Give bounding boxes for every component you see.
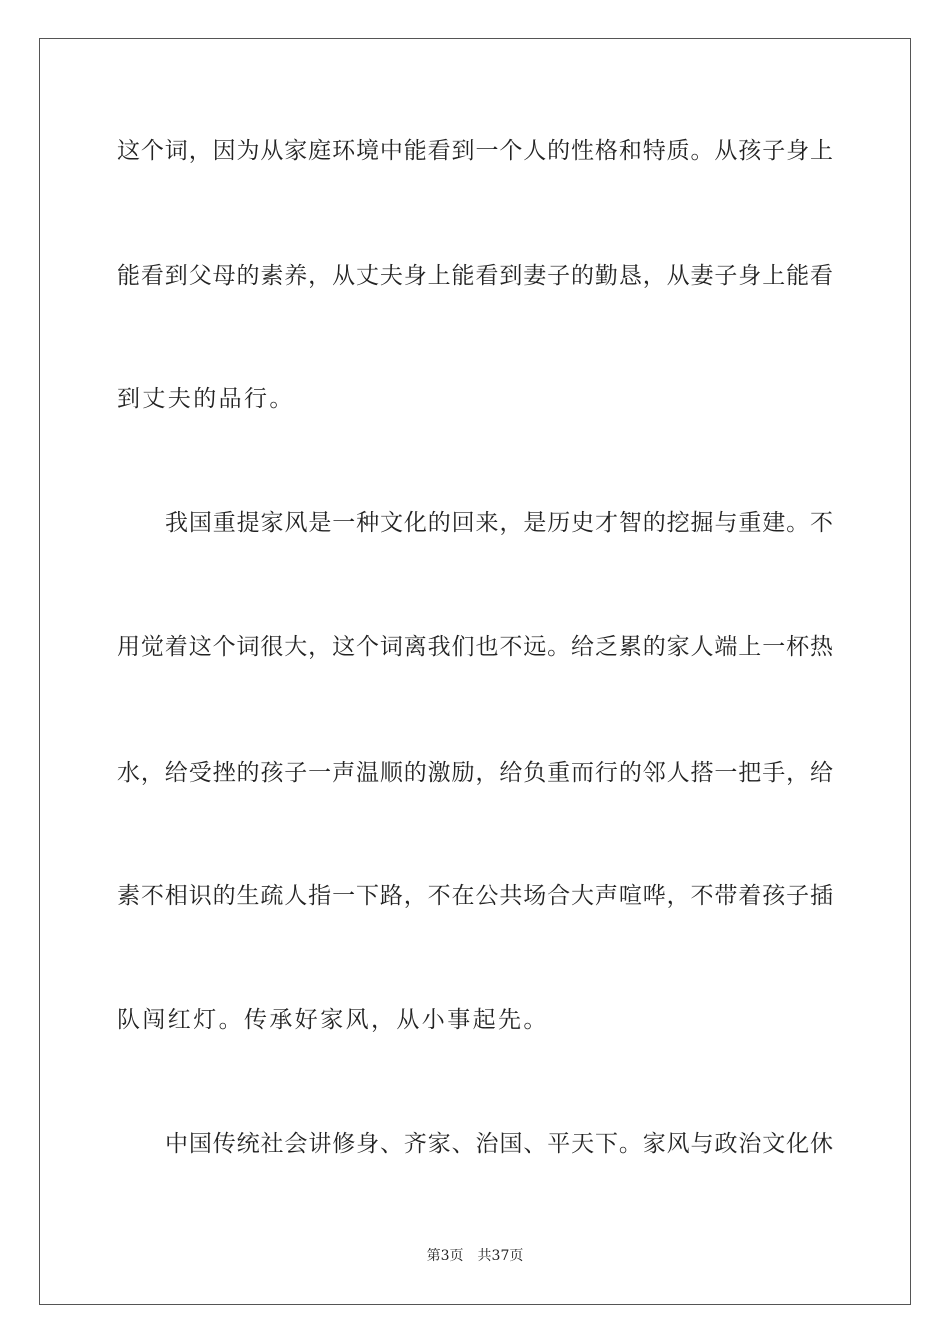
paragraph-line: 用觉着这个词很大，这个词离我们也不远。给乏累的家人端上一杯热 — [117, 634, 833, 660]
page-border — [39, 38, 911, 1305]
page-footer — [0, 1247, 950, 1265]
paragraph-line: 中国传统社会讲修身、齐家、治国、平天下。家风与政治文化休 — [165, 1131, 833, 1157]
paragraph-line: 到丈夫的品行。 — [117, 386, 295, 412]
paragraph-line: 能看到父母的素养，从丈夫身上能看到妻子的勤恳，从妻子身上能看 — [117, 263, 833, 289]
paragraph-line: 我国重提家风是一种文化的回来，是历史才智的挖掘与重建。不 — [165, 510, 833, 536]
paragraph-line: 这个词，因为从家庭环境中能看到一个人的性格和特质。从孩子身上 — [117, 138, 833, 164]
paragraph-line: 素不相识的生疏人指一下路，不在公共场合大声喧哗，不带着孩子插 — [117, 883, 833, 909]
paragraph-line: 水，给受挫的孩子一声温顺的激励，给负重而行的邻人搭一把手，给 — [117, 760, 833, 786]
page-number: 第3页 — [426, 1248, 464, 1264]
paragraph-line: 队闯红灯。传承好家风，从小事起先。 — [117, 1007, 549, 1033]
total-pages: 共37页 — [477, 1248, 524, 1264]
